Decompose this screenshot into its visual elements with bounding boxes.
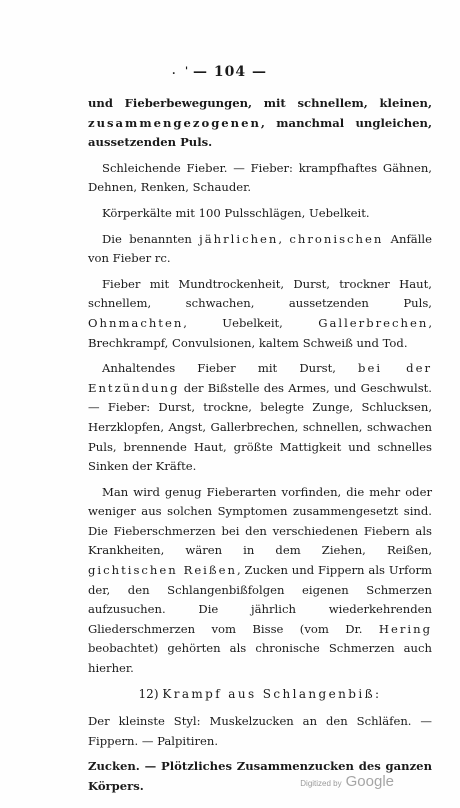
- digitization-watermark: [300, 773, 394, 790]
- text-run: , Brechkrampf, Convulsionen, kaltem Schweiß und Tod.: [88, 315, 432, 350]
- google-logo: Google: [345, 773, 394, 790]
- page-header: [0, 64, 460, 80]
- header-marks: . ': [172, 66, 192, 77]
- spaced-emphasis: Ohnmachten: [88, 315, 184, 330]
- spaced-emphasis: chronischen: [289, 231, 384, 246]
- text-run: Die benannten: [102, 231, 200, 246]
- spaced-emphasis: Gallerbrechen: [318, 315, 429, 330]
- paragraph-group: [88, 94, 432, 679]
- paragraph-p3: [88, 204, 432, 224]
- paragraph-p4: [88, 230, 432, 269]
- text-run: und Fieberbewegungen, mit schnellem, kleinen,: [88, 96, 432, 110]
- text-run: Der kleinste Styl: Muskelzucken an den Schläfen. — Fippern. — Palpitiren.: [88, 714, 432, 748]
- watermark-prefix: Digitized by: [300, 779, 342, 788]
- section-heading: [88, 685, 432, 705]
- section-number: 12): [138, 686, 159, 701]
- text-run: Anfälle von Fieber rc.: [88, 231, 432, 266]
- text-run: Fieber mit Mundtrockenheit, Durst, trockner Haut, schnellem, schwachen, aussetzenden Puls,: [88, 276, 432, 311]
- section-title: Krampf aus Schlangenbiß:: [162, 686, 382, 701]
- spaced-emphasis: Hering: [378, 621, 432, 636]
- paragraph-p6: [88, 359, 432, 477]
- spaced-emphasis: jährlichen: [199, 231, 279, 246]
- paragraph-p5: [88, 275, 432, 353]
- paragraph-p8: [88, 712, 432, 751]
- paragraph-p7: [88, 483, 432, 679]
- spaced-emphasis: gichtischen Reißen: [88, 563, 237, 578]
- text-run: beobachtet) gehörten als chronische Schmerzen auch hierher.: [88, 641, 432, 676]
- text-run: Anhaltendes Fieber mit Durst,: [102, 361, 359, 376]
- spaced-emphasis: zusammengezogenen: [88, 115, 261, 130]
- text-run: , Zucken und Fippern als Urform der, den Schlangenbißfolgen eigenen Schmerzen aufzusuchen. Die jährlich wiederkehrenden Gliederschmerzen vom Bisse (vom Dr.: [88, 563, 432, 636]
- paragraph-p1: [88, 94, 432, 153]
- paragraph-p2: [88, 159, 432, 198]
- text-run: der Bißstelle des Armes, und Geschwulst. — Fieber: Durst, trockne, belegte Zunge, Schlucksen, Herzklopfen, Angst, Gallerbrechen, schnellen, schwachen Puls, brennende Haut, größte Mattigkeit und schnelles Sinken der Kräfte.: [88, 380, 432, 474]
- text-run: , Uebelkeit,: [183, 315, 319, 330]
- body-text: [88, 94, 432, 803]
- text-run: Schleichende Fieber. — Fieber: krampfhaftes Gähnen, Dehnen, Renken, Schauder.: [88, 160, 432, 195]
- text-run: Zucken. — Plötzliches Zusammenzucken des ganzen Körpers.: [88, 759, 432, 793]
- spaced-emphasis: bei der Entzündung: [88, 361, 432, 395]
- text-run: , manchmal ungleichen, aussetzenden Puls.: [88, 115, 432, 150]
- text-run: ,: [278, 231, 290, 246]
- text-run: Man wird genug Fieberarten vorfinden, die mehr oder weniger aus solchen Symptomen zusammengesetzt sind. Die Fieberschmerzen bei den verschiedenen Fiebern als Krankheiten, wären in dem Ziehen, Reißen,: [88, 484, 432, 558]
- text-run: Körperkälte mit 100 Pulsschlägen, Uebelkeit.: [102, 205, 370, 220]
- page-number: — 104 —: [193, 64, 267, 80]
